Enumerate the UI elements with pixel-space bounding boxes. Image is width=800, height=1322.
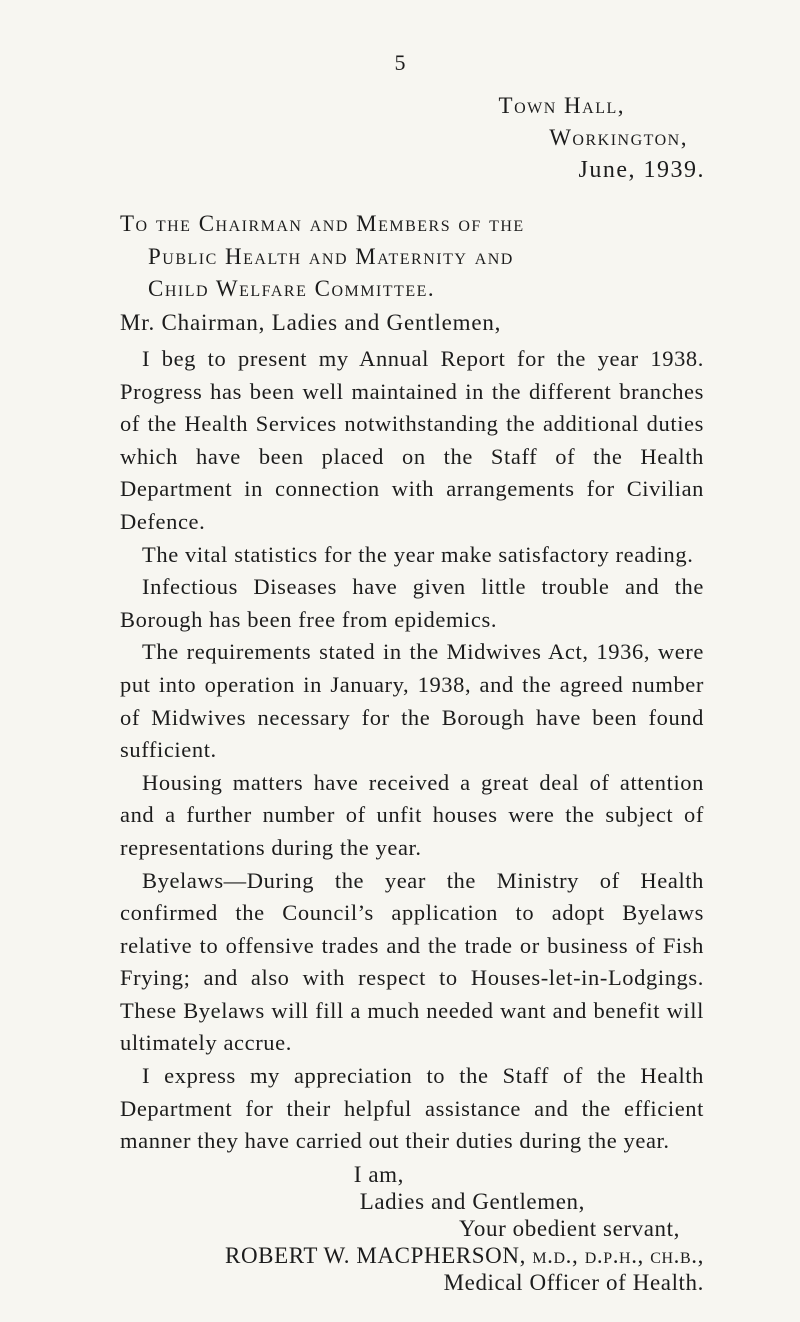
page-number: 5 — [394, 50, 406, 75]
signatory-name: ROBERT W. MACPHERSON, — [225, 1243, 526, 1268]
greeting: Mr. Chairman, Ladies and Gentlemen, — [120, 310, 502, 335]
sender-address-line-1: Town Hall, — [498, 93, 625, 118]
paragraph-infectious-diseases: Infectious Diseases have given little trouble and the Borough has been free from epidemics. — [120, 574, 704, 632]
paragraph-annual-report: I beg to present my Annual Report for the year 1938. Progress has been well maintained in the different branches of the Health Services notwithstanding the additional duties which have been placed on the Staff of the Health Department in connection with arrangements for Civilian Defence. — [120, 346, 704, 534]
paragraph-housing: Housing matters have received a great deal of attention and a further number of unfit houses were the subject of representations during the year. — [120, 769, 704, 860]
closing-i-am: I am, — [353, 1162, 404, 1187]
paragraph-appreciation: I express my appreciation to the Staff of the Health Department for their helpful assistance and the efficient manner they have carried out their duties during the year. — [120, 1063, 704, 1154]
paragraph-vital-statistics: The vital statistics for the year make satisfactory reading. — [142, 541, 694, 567]
addressee-line-2: Public Health and Maternity and — [148, 243, 514, 269]
addressee-block — [120, 208, 720, 306]
signatory-title: Medical Officer of Health. — [443, 1270, 704, 1295]
letter-date: June, 1939. — [578, 157, 705, 183]
addressee-line-3: Child Welfare Committee. — [148, 276, 436, 301]
letter-body — [120, 343, 704, 1158]
closing-obedient-servant: Your obedient servant, — [458, 1216, 680, 1241]
paragraph-byelaws: Byelaws—During the year the Ministry of Health confirmed the Council’s application to adopt Byelaws relative to offensive trades and the trade or business of Fish Frying; and also with respect to Houses-let-in-Lodgings. These Byelaws will fill a much needed want and benefit will ultimately accrue. — [120, 867, 704, 1056]
addressee-line-1: To the Chairman and Members of the — [120, 211, 525, 236]
sender-address-line-2: Workington, — [549, 125, 688, 150]
signature-line — [225, 1243, 704, 1269]
paragraph-midwives-act: The requirements stated in the Midwives Act, 1936, were put into operation in January, 1938, and the agreed number of Midwives necessary for the Borough have been found sufficient. — [120, 639, 704, 763]
closing-ladies-gentlemen: Ladies and Gentlemen, — [359, 1189, 585, 1214]
signatory-degrees: m.d., d.p.h., ch.b., — [532, 1243, 704, 1268]
